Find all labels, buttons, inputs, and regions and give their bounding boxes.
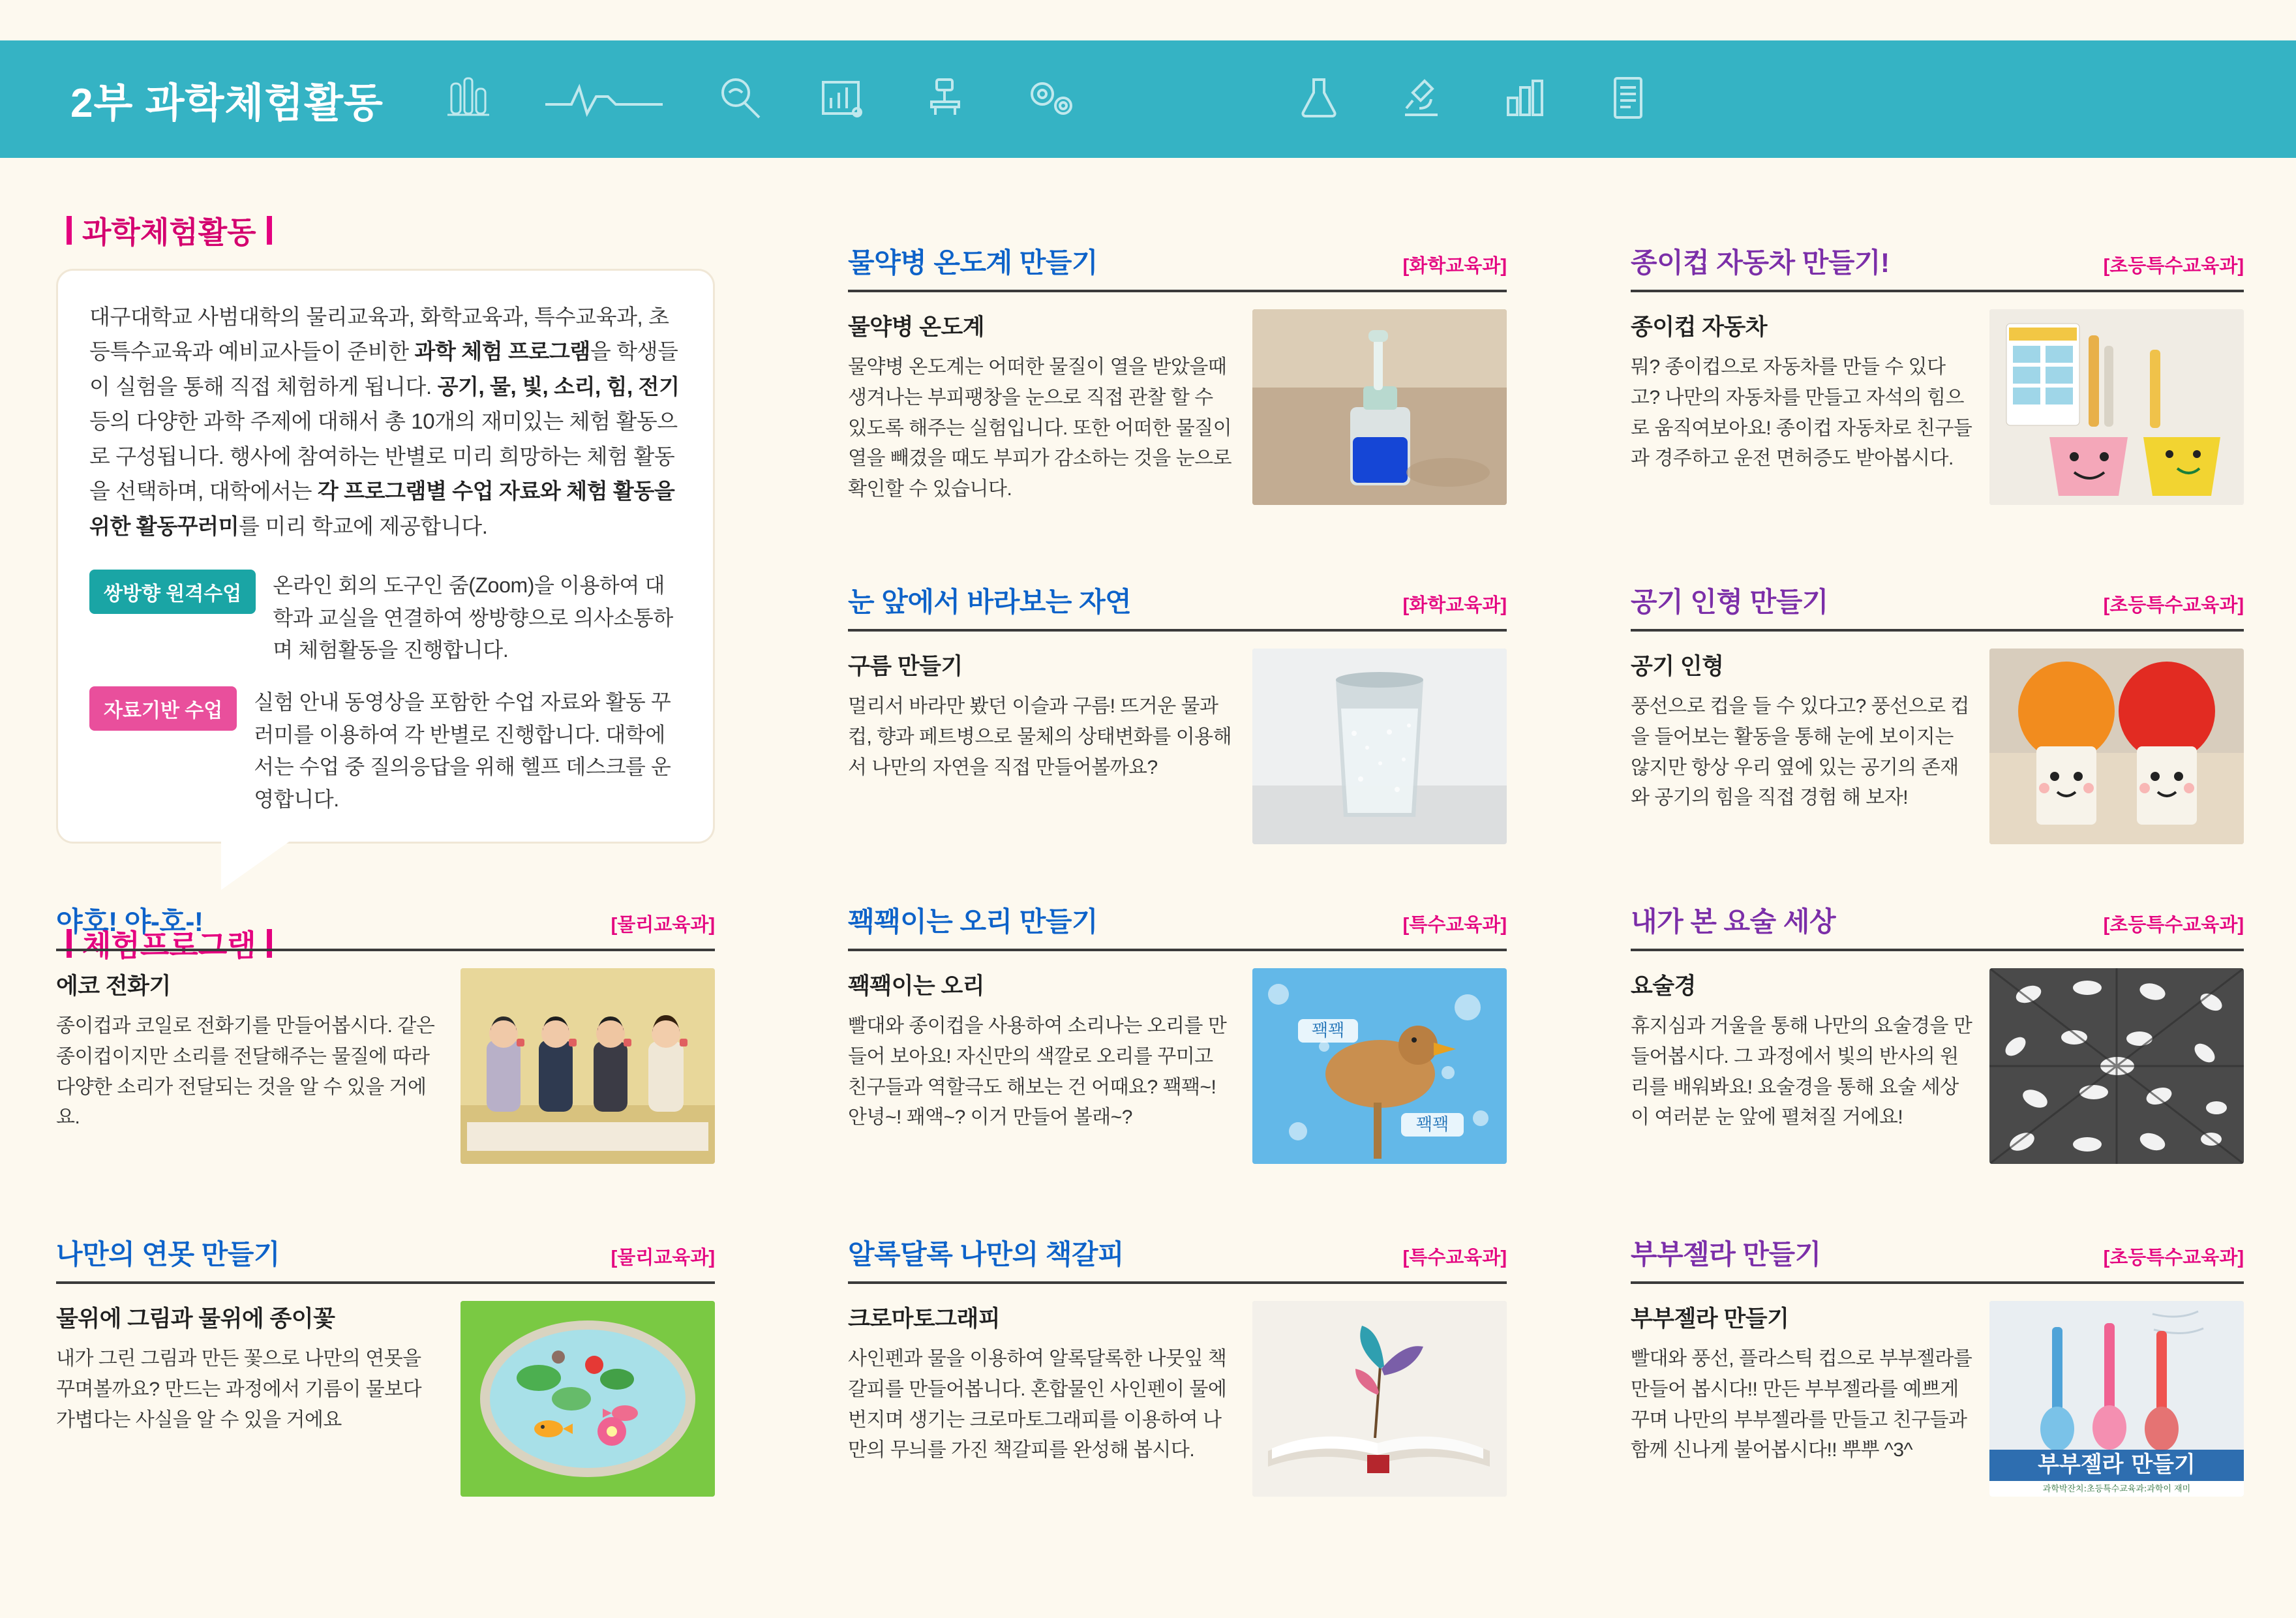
card-department: [화학교육과] xyxy=(1402,256,1507,277)
card-thumbnail-bottle-thermometer xyxy=(1252,309,1507,505)
flask-icon xyxy=(1293,72,1345,127)
banner-icon-row xyxy=(442,72,2296,127)
intro-bubble xyxy=(56,269,715,844)
card-body xyxy=(848,1301,1507,1497)
card-body xyxy=(1631,309,2244,505)
document-icon xyxy=(1602,72,1654,127)
card-text xyxy=(848,968,1252,1164)
test-tube-icon xyxy=(442,72,494,127)
heading-bar-right-icon xyxy=(267,216,272,245)
svg-text:꽥꽥: 꽥꽥 xyxy=(1415,1115,1449,1135)
heartbeat-icon xyxy=(545,78,663,121)
card-title: 눈 앞에서 바라보는 자연 xyxy=(848,587,1132,617)
card-subtitle: 꽥꽥이는 오리 xyxy=(848,973,985,999)
card-title: 야호! 야-호-! xyxy=(56,906,204,937)
card-subtitle: 물위에 그림과 물위에 종이꽃 xyxy=(56,1306,335,1332)
card-header xyxy=(848,900,1507,951)
gears-icon xyxy=(1023,72,1085,127)
card-description: 빨대와 풍선, 플라스틱 컵으로 부부젤라를 만들어 봅시다!! 만든 부부젤라를 예쁘게 꾸며 나만의 부부젤라를 만들고 친구들과 함께 신나게 불어봅시다!! 뿌뿌 ^3^ xyxy=(1631,1348,1972,1461)
card-subtitle: 공기 인형 xyxy=(1631,654,1724,679)
card-department: [특수교육과] xyxy=(1402,1247,1507,1268)
card-thumbnail-paper-cup-car xyxy=(1989,309,2244,505)
tag-two-way-remote: 쌍방향 원격수업 xyxy=(89,570,256,614)
card-echo-phone xyxy=(56,900,715,1164)
section-title-text-2: 체험프로그램 xyxy=(82,928,256,963)
card-description: 물약병 온도계는 어떠한 물질이 열을 받았을때 생겨나는 부피팽창을 눈으로 직접 관찰 할 수 있도록 해주는 실험입니다. 또한 어떠한 물질이 열을 빼겼을 때도 부피가 감소하는 것을 눈으로 확인할 수 있습니다. xyxy=(848,356,1232,500)
card-thumbnail-echo-phone xyxy=(461,968,715,1164)
card-header xyxy=(1631,1233,2244,1284)
section-title-text: 과학체험활동 xyxy=(82,215,256,249)
card-body xyxy=(1631,1301,2244,1497)
card-thumbnail-air-doll xyxy=(1989,649,2244,844)
left-column xyxy=(56,209,715,982)
card-description: 사인펜과 물을 이용하여 알록달록한 나뭇잎 책갈피를 만들어봅니다. 혼합물인 사인펜이 물에 번지며 생기는 크로마토그래피를 이용하여 나만의 무늬를 가진 책갈피를 완성해 봅시다. xyxy=(848,1348,1227,1461)
card-department: [초등특수교육과] xyxy=(2103,915,2244,936)
card-air-doll xyxy=(1631,581,2244,844)
card-subtitle: 물약병 온도계 xyxy=(848,314,985,340)
thumbnail-footer: 과학박잔치:초등특수교육과:과학이 재미 xyxy=(2042,1484,2191,1494)
card-header xyxy=(848,241,1507,292)
tag-row-interactive xyxy=(89,570,682,667)
card-title: 나만의 연못 만들기 xyxy=(56,1239,280,1270)
card-title: 내가 본 요술 세상 xyxy=(1631,906,1836,937)
magnifier-icon xyxy=(714,72,766,127)
card-header xyxy=(848,581,1507,632)
card-paper-cup-car xyxy=(1631,241,2244,505)
card-department: [물리교육과] xyxy=(611,915,715,936)
card-nature-before-eyes xyxy=(848,581,1507,844)
card-kaleidoscope xyxy=(1631,900,2244,1164)
card-body xyxy=(848,309,1507,505)
card-title: 공기 인형 만들기 xyxy=(1631,587,1828,617)
card-header xyxy=(56,900,715,951)
microscope-stand-icon xyxy=(920,72,972,127)
card-body xyxy=(848,968,1507,1164)
page-banner xyxy=(0,40,2296,158)
card-body xyxy=(56,968,715,1164)
card-body xyxy=(1631,649,2244,844)
card-description: 빨대와 종이컵을 사용하여 소리나는 오리를 만들어 보아요! 자신만의 색깔로 오리를 꾸미고 친구들과 역할극도 해보는 건 어때요? 꽥꽥~! 안녕~! 꽤액~? 이거 만들어 볼래~? xyxy=(848,1015,1227,1129)
card-thumbnail-bookmark xyxy=(1252,1301,1507,1497)
card-department: [특수교육과] xyxy=(1402,915,1507,936)
card-text xyxy=(848,309,1252,505)
card-text xyxy=(848,1301,1252,1497)
card-description: 풍선으로 컵을 들 수 있다고? 풍선으로 컵을 들어보는 활동을 통해 눈에 보이지는 않지만 항상 우리 옆에 있는 공기의 존재와 공기의 힘을 직접 경험 해 보자! xyxy=(1631,695,1969,809)
card-my-pond xyxy=(56,1233,715,1497)
tag-material-based: 자료기반 수업 xyxy=(89,686,237,731)
card-title: 물약병 온도계 만들기 xyxy=(848,247,1098,278)
card-bubble-jelly xyxy=(1631,1233,2244,1497)
card-header xyxy=(1631,581,2244,632)
card-department: [물리교육과] xyxy=(611,1247,715,1268)
card-text xyxy=(1631,1301,1989,1497)
card-colorful-bookmark xyxy=(848,1233,1507,1497)
card-title: 부부젤라 만들기 xyxy=(1631,1239,1821,1270)
card-thumbnail-pond xyxy=(461,1301,715,1497)
card-body xyxy=(1631,968,2244,1164)
card-description: 멀리서 바라만 봤던 이슬과 구름! 뜨거운 물과 컵, 향과 페트병으로 물체의 상태변화를 이용해서 나만의 자연을 직접 만들어볼까요? xyxy=(848,695,1232,778)
card-department: [화학교육과] xyxy=(1402,595,1507,616)
microscope-icon xyxy=(1396,72,1448,127)
card-title: 종이컵 자동차 만들기! xyxy=(1631,247,1890,278)
tag-row-material-based xyxy=(89,686,682,816)
card-body xyxy=(56,1301,715,1497)
card-department: [초등특수교육과] xyxy=(2103,256,2244,277)
card-subtitle: 크로마토그래피 xyxy=(848,1306,1001,1332)
thumbnail-caption: 부부젤라 만들기 xyxy=(2038,1452,2196,1478)
card-description: 내가 그린 그림과 만든 꽃으로 나만의 연못을 꾸며볼까요? 만드는 과정에서 기름이 물보다 가볍다는 사실을 알 수 있을 거에요 xyxy=(56,1348,422,1431)
card-header xyxy=(1631,241,2244,292)
tag-two-way-remote-text: 온라인 회의 도구인 줌(Zoom)을 이용하여 대학과 교실을 연결하여 쌍방향으로 의사소통하며 체험활동을 진행합니다. xyxy=(273,573,673,662)
card-title: 꽥꽥이는 오리 만들기 xyxy=(848,906,1098,937)
bar-graph-icon xyxy=(817,72,869,127)
heading-bar-left-icon xyxy=(67,216,72,245)
card-text xyxy=(1631,968,1989,1164)
banner-title: 2부 과학체험활동 xyxy=(70,80,384,126)
card-body xyxy=(848,649,1507,844)
card-medicine-bottle-thermometer xyxy=(848,241,1507,505)
card-thumbnail-duck xyxy=(1252,968,1507,1164)
card-subtitle: 요술경 xyxy=(1631,973,1696,999)
card-header xyxy=(1631,900,2244,951)
card-subtitle: 에코 전화기 xyxy=(56,973,171,999)
card-subtitle: 종이컵 자동차 xyxy=(1631,314,1768,340)
card-subtitle: 구름 만들기 xyxy=(848,654,963,679)
card-text xyxy=(1631,649,1989,844)
card-thumbnail-kaleidoscope xyxy=(1989,968,2244,1164)
card-title: 알록달록 나만의 책갈피 xyxy=(848,1239,1125,1270)
card-thumbnail-cloud-glass xyxy=(1252,649,1507,844)
card-department: [초등특수교육과] xyxy=(2103,595,2244,616)
card-description: 종이컵과 코일로 전화기를 만들어봅시다. 같은 종이컵이지만 소리를 전달해주는 물질에 따라 다양한 소리가 전달되는 것을 알 수 있을 거에요. xyxy=(56,1015,435,1129)
card-subtitle: 부부젤라 만들기 xyxy=(1631,1306,1789,1332)
card-header xyxy=(56,1233,715,1284)
card-text xyxy=(56,968,461,1164)
card-department: [초등특수교육과] xyxy=(2103,1247,2244,1268)
card-description: 휴지심과 거울을 통해 나만의 요술경을 만들어봅시다. 그 과정에서 빛의 반사의 원리를 배워봐요! 요술경을 통해 요술 세상이 여러분 눈 앞에 펼쳐질 거에요! xyxy=(1631,1015,1972,1129)
section-heading-science-activity xyxy=(56,209,715,252)
card-text xyxy=(848,649,1252,844)
svg-text:꽥꽥: 꽥꽥 xyxy=(1311,1021,1345,1041)
intro-paragraph: 대구대학교 사범대학의 물리교육과, 화학교육과, 특수교육과, 초등특수교육과 예비교사들이 준비한 과학 체험 프로그램을 학생들이 실험을 통해 직접 체험하게 됩니다. 공기, 물, 빛, 소리, 힘, 전기 등의 다양한 과학 주제에 대해서 총 10개의 재미있는 체험 활동으로 구성됩니다. 행사에 참여하는 반별로 미리 희망하는 체험 활동을 선택하며, 대학에서는 각 프로그램별 수업 자료와 체험 활동을 위한 활동꾸러미를 미리 학교에 제공합니다. xyxy=(89,305,680,538)
card-quacking-duck xyxy=(848,900,1507,1164)
card-thumbnail-vuvuzela xyxy=(1989,1301,2244,1497)
card-header xyxy=(848,1233,1507,1284)
card-text xyxy=(1631,309,1989,505)
card-text xyxy=(56,1301,461,1497)
card-description: 뭐? 종이컵으로 자동차를 만들 수 있다고? 나만의 자동차를 만들고 자석의 힘으로 움직여보아요! 종이컵 자동차로 친구들과 경주하고 운전 면허증도 받아봅시다. xyxy=(1631,356,1972,470)
tag-material-based-text: 실험 안내 동영상을 포함한 수업 자료와 활동 꾸러미를 이용하여 각 반별로 진행합니다. 대학에서는 수업 중 질의응답을 위해 헬프 데스크를 운영합니다. xyxy=(254,690,671,811)
bar-chart-icon xyxy=(1499,72,1551,127)
